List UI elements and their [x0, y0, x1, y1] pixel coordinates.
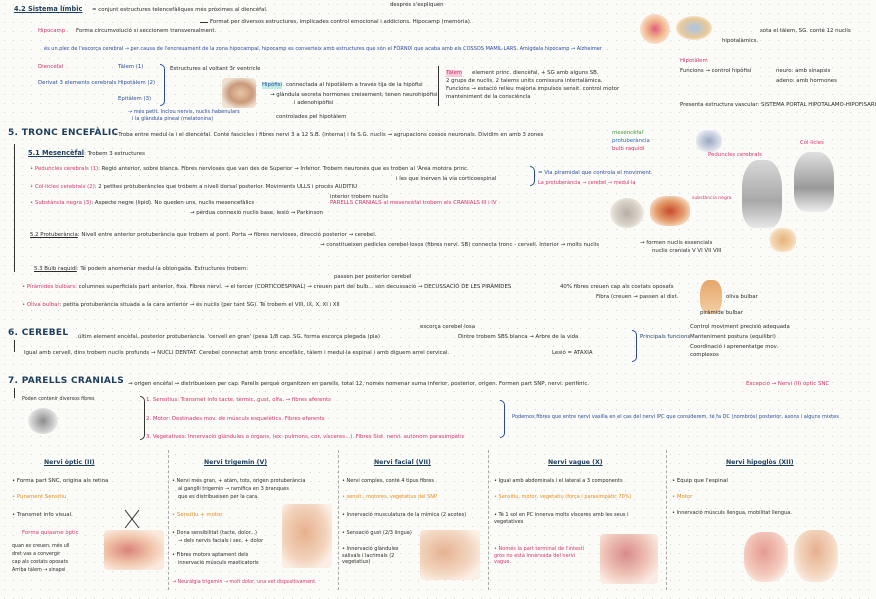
- hipotalem-label: Hipotàlem: [680, 58, 708, 64]
- hipotalem-f2: adeno: amb hormones: [776, 78, 837, 84]
- cerebel-func-2: Manteniment postura (equilibri): [690, 334, 776, 340]
- limbic-formed: Format per diversos estructures, implicades control emocional i addicions. Hipocamp (memòria).: [210, 19, 472, 25]
- limbic-note: després s'expliquen: [390, 2, 444, 8]
- hipofisi-note: → glàndula secreta hormones creixement, tenen neurohipòfisi: [270, 92, 438, 98]
- hipotalem-item: Hipotàlem (2): [118, 80, 156, 86]
- section-6-heading: 6. CEREBEL: [8, 328, 69, 338]
- section-6-line: [14, 340, 15, 352]
- section-5-line: [14, 144, 15, 272]
- brainstem-image: [696, 130, 722, 152]
- talem-label: Tàlem: [446, 70, 463, 76]
- trigemin-item-7: • Fibres motors aptament dels: [172, 552, 249, 558]
- zone-bulb: bulb raquidi: [612, 146, 645, 152]
- trigemin-item-8: innervació músculs masticatoris: [178, 560, 259, 566]
- nerve-title-optic: Nervi òptic (II): [44, 459, 95, 466]
- nerve-title-vague: Nervi vague (X): [548, 459, 603, 466]
- protuberancia-text-3: → formen nuclis essencials: [640, 240, 713, 246]
- oliva-img-label: oliva bulbar: [726, 294, 758, 300]
- arrow: [200, 22, 208, 23]
- tronc-intro: → Troba entre medul·la i el diencèfal. Conté fascicles i fibres nervi 3 a 12 S.B. (interna) i fa S.G. nuclis → agrupacions cossos neuronals. Dividim en amb 3 zones: [112, 132, 544, 138]
- trigemin-item-3: que es distribueixen per la cara.: [178, 494, 259, 500]
- brace: [140, 396, 145, 440]
- zone-protuberancia: protuberància: [612, 138, 650, 144]
- talem-text: element princ. diencèfal, + SG amb alguns SB.: [472, 70, 599, 76]
- cerebel-text: últim element encèfal, posterior protuberància. 'cervell en gran' (pesa 1/8 cap. SG. forma escorça plegada (pla): [78, 334, 380, 340]
- cerebel-func-1: Control moviment precisió adequada: [690, 324, 790, 330]
- cerebel-funcs-label: Principals funcions: [640, 334, 691, 340]
- trigemin-foot: → Neuràlgia trigemin → molt dolor, una vet dispositivament.: [172, 580, 317, 585]
- optic-note-5: Arriba tàlem → sinapsi: [12, 568, 66, 573]
- subsection-5-3: 5.3 Bulb raquidi: Té podem anomenar medul·la oblongada. Estructures trobem:: [34, 266, 249, 272]
- cerebel-func-3: Coordinació i aprenentatge mov.: [690, 344, 779, 350]
- medulla-image: [700, 280, 722, 314]
- right-top-2: hipotalàmics.: [722, 38, 759, 44]
- hipocamp-line2: és un plec de l'escorça cerebral → per causa de l'encreuament de la zona hipocampal, hipocamp es converteix amb estructures que són el FÓRNIX que acaba amb els COSSOS MAMIL·LARS. Amígdala hipocamp → Alzheimer: [44, 46, 602, 52]
- via-piramidal: = Via piramidal que controla el moviment.: [538, 170, 653, 176]
- peduncles-item: • Peduncles cerebrals (1): Regió anterior, sobre blanca. Fibres nervioses que van des de Superior → Inferior. Trobem neurones que es troben al 'Àrea motora princ.: [30, 166, 469, 172]
- peduncles-text-2: i les que inerven la via corticoespinal: [396, 176, 497, 182]
- trigemin-item-1: • Nervi més gran, + atàm, tots, origen protuberància: [172, 478, 306, 484]
- vague-item-1: • Igual amb abdominals i el lateral a 3 components: [494, 478, 623, 484]
- nerve-type-3: 3. Vegetatives: Innervació glàndules o òrgans, (ex: pulmons, cor, vísceres...). Fibres Sist. nervi. autònom parasimpàtic: [146, 434, 465, 440]
- cerebel-dins: Dintre trobem SBS blanca → Arbre de la vida: [458, 334, 579, 340]
- trigemin-item-2: al ganglli trigemin → ramifica en 3 branques: [178, 486, 289, 492]
- cerebel-escorca: escorça cerebel·losa: [420, 324, 476, 330]
- talem-line3: Funcions → estació relleu majoria impulsos sensit. control motor: [446, 86, 620, 92]
- nerve-title-trigemin: Nervi trigemin (V): [204, 459, 268, 466]
- pons-image: [770, 228, 796, 252]
- talem-item: Tàlem (1): [118, 64, 144, 70]
- cerebel-lesio: Lesió = ATAXIA: [552, 350, 593, 356]
- piramides-item: • Piràmides bulbars: columnes superficials part anterior, fixa. Fibres nervi. → el tercer (CORTICOESPINAL) → creuen part del bulb... són decussació → DECUSSACIÓ DE LES PIRÀMIDES: [22, 284, 512, 290]
- trigemin-item-4: • Sensitiu + motor: [172, 512, 223, 518]
- subsection-5-2: 5.2 Protuberància: Nivell entre anterior protuberància que trobem al pont. Porta → fibres nervioses, direcció posterior → cerebel.: [30, 232, 377, 238]
- substancia-text-2: PARELLS CRANIALS al mesencèfal trobem els CRANIALS III i IV: [330, 200, 497, 206]
- vague-item-3: • Té 1 sol en PC innerva molts vísceres amb les seus i vegetatives: [494, 512, 629, 525]
- midbrain-section-image: [610, 198, 644, 228]
- facial-image: [420, 530, 480, 580]
- controlades-text: controlades pel hipotàlem: [276, 114, 347, 120]
- optic-image: [104, 530, 164, 570]
- right-top-1: sota el tàlem, SG. conté 12 nuclis: [760, 28, 851, 34]
- hipoglos-image-1: [744, 532, 788, 582]
- substancia-item: • Substància negra (3): Aspecte negre (lipid). No queden uns, nuclis mesencefàlics: [30, 200, 255, 206]
- cerebel-text-2: Igual amb cervell, dins trobem nuclis profunds → NUCLI DENTAT. Cerebel connectat amb tronc encefàlic, tàlem i medul·la espinal i amb diguem arrel cervical.: [24, 350, 450, 356]
- zone-mesencefal: mesencèfal: [612, 130, 644, 136]
- adeno-text: i adenohipòfisi: [294, 100, 334, 106]
- facial-item-3: • Innervació musculatura de la mímica (2 acotes): [342, 512, 467, 518]
- diencefal-text: Derivat 3 elements cerebrals: [38, 80, 117, 86]
- trigemin-image: [282, 504, 332, 568]
- optic-item-3: • Transmet info visual.: [12, 512, 73, 518]
- substantia-nigra-image: [650, 196, 690, 226]
- brace: [530, 166, 535, 186]
- hipotalem-vasc: Presenta estructura vascular: SISTEMA PORTAL HIPOTALAMO-HIPOFISARI: [680, 102, 876, 108]
- subsection-5-1: 5.1 Mesencèfal: Trobem 3 estructures: [28, 149, 145, 157]
- facial-item-2: • sensit., motores, vegetatius del SNP.: [342, 494, 438, 500]
- talem-line4: manteniment de la consciència: [446, 94, 531, 100]
- vague-image: [600, 534, 658, 584]
- talem-line2: 2 grups de nuclis, 2 talems units comissura intertalàmica.: [446, 78, 603, 84]
- diencephalon-image: [222, 78, 256, 108]
- hypothalamus-image: [676, 16, 712, 40]
- section-4-2-heading: 4.2 Sistema límbic: [14, 5, 83, 13]
- brainstem-back-image: [794, 152, 834, 212]
- limbic-intro: = conjunt estructures telencefàliques més pròximes al diencèfal.: [92, 7, 268, 13]
- hipocamp-label: Hipocamp: [38, 28, 66, 34]
- brace: [632, 330, 637, 362]
- colicles-item: • Col·licles cerebrals (2): 2 petites protuberàncies que trobem a nivell dorsal posterior. Moviments ULLS i procés AUDITIU: [30, 184, 358, 190]
- cerebel-func-4: complexos: [690, 352, 719, 358]
- trigemin-item-6: → dels nervis facials i sec. + dolor: [178, 538, 264, 544]
- facial-item-4: • Sensació gust (2/3 lingua): [342, 530, 412, 536]
- section-7-heading: 7. PARELLS CRANIALS: [8, 376, 124, 386]
- substancia-text-3: → pèrdua connexió nuclis base, lesió → Parkinson: [190, 210, 324, 216]
- piramides-note: passen per posterior cerebel: [334, 274, 412, 280]
- img-label-substancia: substància negra: [692, 196, 732, 201]
- parells-intro: → origen encèfal → distribueixen per cap. Parells perquè organitzen en parells, total 12, només nomenar suma inferior, posterior, origen. Formen part SNP, nervi. perifèric.: [128, 381, 590, 387]
- facial-item-5: • Innervació glàndules salivals i lacrimals (2 vegetatius): [342, 546, 399, 565]
- piramides-right: 40% fibres creuen cap als costats oposats: [560, 284, 674, 290]
- epitalem-item: Epitàlem (3): [118, 96, 152, 102]
- colicles-text-2: interior trobem nuclis: [330, 194, 389, 200]
- hipofisi-label: Hipòfisi: [262, 82, 282, 88]
- hipoglos-item-3: • Innervació músculs llengua, mobilitat llengua.: [672, 510, 792, 516]
- brainstem-front-image: [742, 160, 782, 228]
- epitalem-note-2: i la glàndula pineal (melatonina): [132, 116, 214, 122]
- hipoglos-item-1: • Equip que l'espinal: [672, 478, 728, 484]
- vague-item-2: • Sensitiu, motor, vegetatiu (força i parasimpàtic 70%): [494, 494, 632, 500]
- vague-item-4: • Només la part terminal de l'intestí gros no està innervada del nervi vague.: [494, 546, 585, 565]
- divider: [438, 66, 439, 106]
- cranial-nerves-image: [28, 408, 58, 434]
- piramide-img-label: piràmide bulbar: [700, 310, 743, 316]
- oliva-item: • Oliva bulbar: petita protuberància situada a la cara anterior → és nuclis (per tant SG). Té trobem el VIII, IX, X, XI i XII: [22, 302, 340, 308]
- protuberancia-text-2: → constitueixen pedicles cerebel·losos (fibres nervi. SB) connecta tronc - cervell. Interior → molts nuclis: [320, 242, 600, 248]
- section-5-heading: 5. TRONC ENCEFÀLIC: [8, 128, 119, 138]
- estructures-text: Estructures al voltant 3r ventricle: [170, 66, 261, 72]
- optic-note-4: cap als costats oposats: [12, 560, 68, 565]
- img-label-peduncles: Peduncles cerebrals: [708, 152, 762, 158]
- optic-item-1: • Forma part SNC, origina als retina: [12, 478, 109, 484]
- optic-chiasm-icon: [122, 508, 142, 530]
- optic-note-3: dret vas a convergir: [12, 552, 61, 557]
- epitalem-note-1: → més petit. Inclou nervis, nuclis habenulars: [128, 109, 240, 115]
- hipofisi-text: connectada al hipotàlem a través tija de la hipòfisi: [286, 82, 423, 88]
- nerve-type-1: 1. Sensitius: Transmet info tacte, tèrmic, gust, olfa. → fibres aferents: [146, 397, 331, 403]
- section-7-line: [14, 388, 15, 398]
- diencefal-label: Diencèfal: [38, 64, 64, 70]
- nerve-type-2: 2. Motor: Destinades mov. de músculs esquelètics. Fibres eferents: [146, 416, 325, 422]
- img-label-colicles: Col·licles: [800, 140, 824, 146]
- hipotalem-funcs: Funcions → control hipòfisi: [680, 68, 752, 74]
- nerve-title-hipoglos: Nervi hipoglòs (XII): [726, 459, 794, 466]
- hipoglos-image-2: [794, 530, 838, 582]
- hipoglos-item-2: • Motor: [672, 494, 693, 500]
- nerve-title-facial: Nervi facial (VII): [374, 459, 431, 466]
- facial-item-1: • Nervi complex, conté 4 tipus fibres: [342, 478, 434, 484]
- parells-excepcio: Excepció → Nervi (II) òptic SNC: [746, 381, 830, 387]
- hipocamp-text: Forma circumvolució si seccionem transversalment.: [76, 28, 217, 34]
- poden-contenir: Poden contenir diversos fibres: [22, 397, 95, 402]
- optic-note-1: Forma quiasme òptic: [22, 530, 79, 536]
- hipotalem-f1: neuro: amb sinapsis: [776, 68, 831, 74]
- trigemin-item-5: • Dona sensibilitat (tacte, dolor...): [172, 530, 257, 536]
- brace: [160, 64, 165, 106]
- optic-item-2: • Purament Sensitiu: [12, 494, 67, 500]
- via-path: La protuberància → cerebel → medul·la: [538, 180, 636, 186]
- protuberancia-text-4: nuclis cranials V VI VII VIII: [652, 248, 722, 254]
- nerve-types-note: Podemos fibres que entre nervi vasilla en el cas del nervi IPC que considerem. té fa DC (nombrós) posterior, axons i alguns mixtes: [512, 414, 839, 420]
- optic-note-2: quan es creuen, més ull: [12, 544, 70, 549]
- piramides-right-2: Fibra (creuen → passen al dist.: [596, 294, 679, 300]
- thalamus-image: [640, 14, 670, 44]
- brace: [500, 400, 505, 438]
